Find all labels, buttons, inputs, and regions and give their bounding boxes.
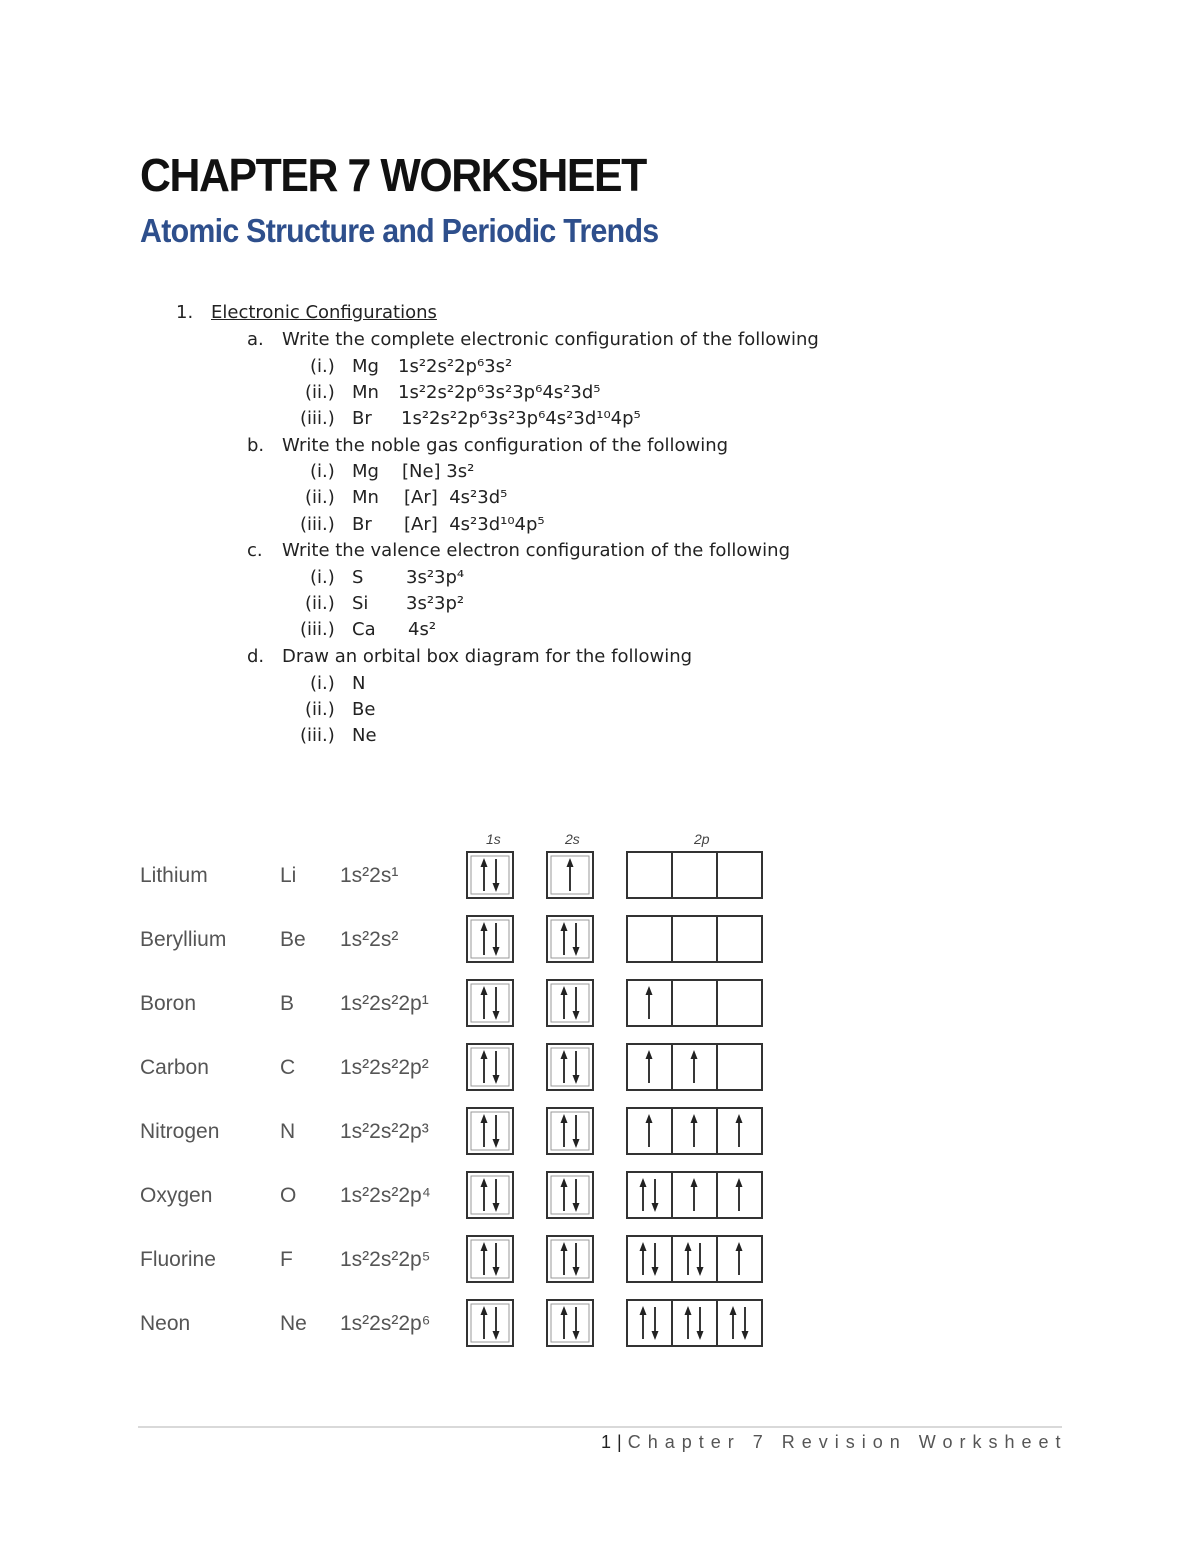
electron-2p-down-arrowhead bbox=[652, 1331, 659, 1340]
page-footer bbox=[601, 1432, 1068, 1453]
qd-item-element: Ne bbox=[352, 725, 377, 746]
electron-2s-up-arrowhead bbox=[567, 858, 574, 867]
electron-1s-down-arrowhead bbox=[493, 883, 500, 892]
electron-2s-down-arrowhead bbox=[573, 1203, 580, 1212]
orbital-box-2p bbox=[672, 1300, 717, 1346]
orbital-box-1s bbox=[467, 1108, 513, 1154]
qc-item-element: Si bbox=[352, 593, 369, 614]
qb-item-element: Mg bbox=[352, 461, 379, 482]
element-configuration: 1s²2s²2p² bbox=[340, 1056, 429, 1079]
orbital-box-2s bbox=[547, 1108, 593, 1154]
orbital-box-2s-inner bbox=[551, 1176, 589, 1214]
electron-2s-down-arrowhead bbox=[573, 1139, 580, 1148]
question-b-prompt: Write the noble gas configuration of the following bbox=[282, 435, 729, 456]
qd-item-num: (iii.) bbox=[300, 725, 335, 746]
qc-item-config: 3s²3p⁴ bbox=[406, 567, 465, 588]
qd-item-num: (ii.) bbox=[305, 699, 335, 720]
electron-2s-up-arrowhead bbox=[561, 1242, 568, 1251]
electron-1s-up-arrowhead bbox=[481, 858, 488, 867]
element-symbol: B bbox=[280, 992, 295, 1015]
question-d-prompt: Draw an orbital box diagram for the following bbox=[282, 646, 693, 667]
qa-item-config: 1s²2s²2p⁶3s² bbox=[398, 356, 513, 377]
element-name: Neon bbox=[140, 1312, 191, 1335]
qb-item-config: [Ar] 4s²3d⁵ bbox=[404, 487, 508, 508]
orbital-box-2p bbox=[672, 980, 717, 1026]
electron-2p-up-arrowhead bbox=[691, 1178, 698, 1187]
orbital-box-1s bbox=[467, 1236, 513, 1282]
orbital-box-1s bbox=[467, 852, 513, 898]
qa-item-element: Br bbox=[352, 408, 372, 429]
orbital-box-1s bbox=[467, 1044, 513, 1090]
electron-2p-up-arrowhead bbox=[640, 1242, 647, 1251]
electron-2s-down-arrowhead bbox=[573, 1267, 580, 1276]
qb-item-num: (iii.) bbox=[300, 514, 335, 535]
orbital-box-2p bbox=[717, 980, 762, 1026]
orbital-box-2s-inner bbox=[551, 920, 589, 958]
qc-item-config: 3s²3p² bbox=[406, 593, 465, 614]
electron-2p-up-arrowhead bbox=[730, 1306, 737, 1315]
qc-item-element: Ca bbox=[352, 619, 376, 640]
orbital-box-2p bbox=[672, 1236, 717, 1282]
element-name: Oxygen bbox=[140, 1184, 213, 1207]
element-name: Carbon bbox=[140, 1056, 209, 1079]
element-name: Beryllium bbox=[140, 928, 227, 951]
electron-1s-down-arrowhead bbox=[493, 1075, 500, 1084]
element-name: Fluorine bbox=[140, 1248, 216, 1271]
question-b-marker: b. bbox=[247, 435, 265, 456]
electron-2p-up-arrowhead bbox=[736, 1178, 743, 1187]
page-number: 1 bbox=[601, 1432, 612, 1452]
element-symbol: O bbox=[280, 1184, 297, 1207]
element-configuration: 1s²2s²2p¹ bbox=[340, 992, 429, 1015]
page-title: CHAPTER 7 WORKSHEET bbox=[140, 149, 646, 201]
orbital-box-1s-inner bbox=[471, 1112, 509, 1150]
qb-item-config: [Ne] 3s² bbox=[402, 461, 475, 482]
question-a-marker: a. bbox=[247, 329, 264, 350]
section-number: 1. bbox=[176, 302, 194, 323]
electron-2s-up-arrowhead bbox=[561, 986, 568, 995]
orbital-box-2s-inner bbox=[551, 984, 589, 1022]
electron-2p-up-arrowhead bbox=[691, 1114, 698, 1123]
orbital-box-1s-inner bbox=[471, 856, 509, 894]
question-a-prompt: Write the complete electronic configuration of the following bbox=[282, 329, 819, 350]
electron-2s-up-arrowhead bbox=[561, 1050, 568, 1059]
orbital-col-header: 2s bbox=[565, 831, 580, 847]
electron-1s-up-arrowhead bbox=[481, 1114, 488, 1123]
electron-1s-down-arrowhead bbox=[493, 1267, 500, 1276]
electron-2s-up-arrowhead bbox=[561, 1178, 568, 1187]
orbital-box-1s bbox=[467, 1300, 513, 1346]
element-configuration: 1s²2s²2p⁴ bbox=[340, 1184, 431, 1207]
qa-item-config: 1s²2s²2p⁶3s²3p⁶4s²3d¹⁰4p⁵ bbox=[401, 408, 641, 429]
footer-text: Chapter 7 Revision Worksheet bbox=[627, 1432, 1068, 1452]
orbital-box-1s bbox=[467, 916, 513, 962]
element-symbol: C bbox=[280, 1056, 296, 1079]
orbital-box-1s-inner bbox=[471, 920, 509, 958]
qb-item-element: Br bbox=[352, 514, 372, 535]
electron-2s-down-arrowhead bbox=[573, 947, 580, 956]
electron-2p-up-arrowhead bbox=[646, 1050, 653, 1059]
qc-item-num: (i.) bbox=[310, 567, 335, 588]
electron-1s-down-arrowhead bbox=[493, 1011, 500, 1020]
orbital-box-1s-inner bbox=[471, 984, 509, 1022]
orbital-box-2p bbox=[627, 1236, 672, 1282]
element-symbol: Ne bbox=[280, 1312, 307, 1335]
electron-2s-down-arrowhead bbox=[573, 1331, 580, 1340]
qc-item-num: (ii.) bbox=[305, 593, 335, 614]
element-symbol: N bbox=[280, 1120, 296, 1143]
orbital-box-2p bbox=[627, 1172, 672, 1218]
element-configuration: 1s²2s²2p⁶ bbox=[340, 1312, 431, 1335]
electron-2p-up-arrowhead bbox=[640, 1178, 647, 1187]
orbital-col-header: 1s bbox=[486, 831, 501, 847]
qb-item-element: Mn bbox=[352, 487, 379, 508]
element-configuration: 1s²2s²2p³ bbox=[340, 1120, 429, 1143]
orbital-col-header: 2p bbox=[694, 831, 710, 847]
orbital-box-1s bbox=[467, 1172, 513, 1218]
electron-1s-up-arrowhead bbox=[481, 1242, 488, 1251]
orbital-box-2p bbox=[672, 852, 717, 898]
qc-item-element: S bbox=[352, 567, 364, 588]
orbital-box-1s-inner bbox=[471, 1304, 509, 1342]
orbital-box-1s bbox=[467, 980, 513, 1026]
orbital-box-2p bbox=[717, 1300, 762, 1346]
footer-divider bbox=[138, 1426, 1062, 1428]
electron-1s-down-arrowhead bbox=[493, 1203, 500, 1212]
orbital-box-2p bbox=[717, 852, 762, 898]
orbital-box-2s-inner bbox=[551, 1048, 589, 1086]
electron-2p-down-arrowhead bbox=[742, 1331, 749, 1340]
orbital-box-2s-inner bbox=[551, 1304, 589, 1342]
electron-1s-down-arrowhead bbox=[493, 1331, 500, 1340]
qc-item-config: 4s² bbox=[408, 619, 437, 640]
qb-item-num: (i.) bbox=[310, 461, 335, 482]
element-symbol: Be bbox=[280, 928, 306, 951]
orbital-box-2s-inner bbox=[551, 1240, 589, 1278]
electron-1s-up-arrowhead bbox=[481, 986, 488, 995]
page-subtitle: Atomic Structure and Periodic Trends bbox=[140, 212, 659, 249]
electron-2p-up-arrowhead bbox=[691, 1050, 698, 1059]
orbital-box-diagram bbox=[130, 822, 780, 1352]
orbital-box-2p bbox=[672, 916, 717, 962]
question-d-marker: d. bbox=[247, 646, 265, 667]
element-configuration: 1s²2s² bbox=[340, 928, 399, 951]
qb-item-config: [Ar] 4s²3d¹⁰4p⁵ bbox=[404, 514, 545, 535]
orbital-box-1s-inner bbox=[471, 1176, 509, 1214]
question-c-prompt: Write the valence electron configuration of the following bbox=[282, 540, 790, 561]
orbital-box-2s bbox=[547, 1044, 593, 1090]
element-name: Boron bbox=[140, 992, 197, 1015]
qa-item-num: (iii.) bbox=[300, 408, 335, 429]
qd-item-element: N bbox=[352, 673, 366, 694]
electron-1s-up-arrowhead bbox=[481, 1306, 488, 1315]
electron-2p-up-arrowhead bbox=[640, 1306, 647, 1315]
electron-2s-down-arrowhead bbox=[573, 1011, 580, 1020]
electron-1s-down-arrowhead bbox=[493, 947, 500, 956]
orbital-box-2s bbox=[547, 916, 593, 962]
electron-2p-down-arrowhead bbox=[697, 1331, 704, 1340]
electron-2p-up-arrowhead bbox=[685, 1242, 692, 1251]
orbital-box-2p bbox=[627, 852, 672, 898]
electron-2s-up-arrowhead bbox=[561, 922, 568, 931]
electron-2s-down-arrowhead bbox=[573, 1075, 580, 1084]
qa-item-config: 1s²2s²2p⁶3s²3p⁶4s²3d⁵ bbox=[398, 382, 601, 403]
electron-1s-up-arrowhead bbox=[481, 1050, 488, 1059]
orbital-box-2s bbox=[547, 1172, 593, 1218]
orbital-box-2p bbox=[627, 1300, 672, 1346]
orbital-box-2s-inner bbox=[551, 1112, 589, 1150]
section-heading: Electronic Configurations bbox=[211, 302, 437, 323]
electron-2p-up-arrowhead bbox=[736, 1242, 743, 1251]
electron-2p-up-arrowhead bbox=[646, 1114, 653, 1123]
electron-1s-down-arrowhead bbox=[493, 1139, 500, 1148]
electron-2s-up-arrowhead bbox=[561, 1306, 568, 1315]
qa-item-element: Mg bbox=[352, 356, 379, 377]
orbital-box-2p bbox=[627, 916, 672, 962]
electron-2p-down-arrowhead bbox=[652, 1203, 659, 1212]
electron-1s-up-arrowhead bbox=[481, 922, 488, 931]
electron-2s-up-arrowhead bbox=[561, 1114, 568, 1123]
element-configuration: 1s²2s²2p⁵ bbox=[340, 1248, 431, 1271]
qd-item-element: Be bbox=[352, 699, 376, 720]
element-name: Nitrogen bbox=[140, 1120, 220, 1143]
footer-separator: | bbox=[617, 1432, 622, 1452]
element-symbol: F bbox=[280, 1248, 293, 1271]
orbital-box-2p bbox=[717, 1044, 762, 1090]
element-name: Lithium bbox=[140, 864, 208, 887]
element-symbol: Li bbox=[280, 864, 297, 887]
qc-item-num: (iii.) bbox=[300, 619, 335, 640]
orbital-box-2s bbox=[547, 980, 593, 1026]
qa-item-num: (ii.) bbox=[305, 382, 335, 403]
qb-item-num: (ii.) bbox=[305, 487, 335, 508]
electron-2p-up-arrowhead bbox=[736, 1114, 743, 1123]
orbital-box-2s bbox=[547, 1236, 593, 1282]
orbital-box-1s-inner bbox=[471, 1048, 509, 1086]
orbital-box-2s bbox=[547, 1300, 593, 1346]
question-c-marker: c. bbox=[247, 540, 263, 561]
qd-item-num: (i.) bbox=[310, 673, 335, 694]
electron-2p-up-arrowhead bbox=[685, 1306, 692, 1315]
electron-2p-up-arrowhead bbox=[646, 986, 653, 995]
qa-item-element: Mn bbox=[352, 382, 379, 403]
electron-1s-up-arrowhead bbox=[481, 1178, 488, 1187]
qa-item-num: (i.) bbox=[310, 356, 335, 377]
orbital-box-1s-inner bbox=[471, 1240, 509, 1278]
orbital-box-2p bbox=[717, 916, 762, 962]
electron-2p-down-arrowhead bbox=[697, 1267, 704, 1276]
electron-2p-down-arrowhead bbox=[652, 1267, 659, 1276]
element-configuration: 1s²2s¹ bbox=[340, 864, 399, 887]
